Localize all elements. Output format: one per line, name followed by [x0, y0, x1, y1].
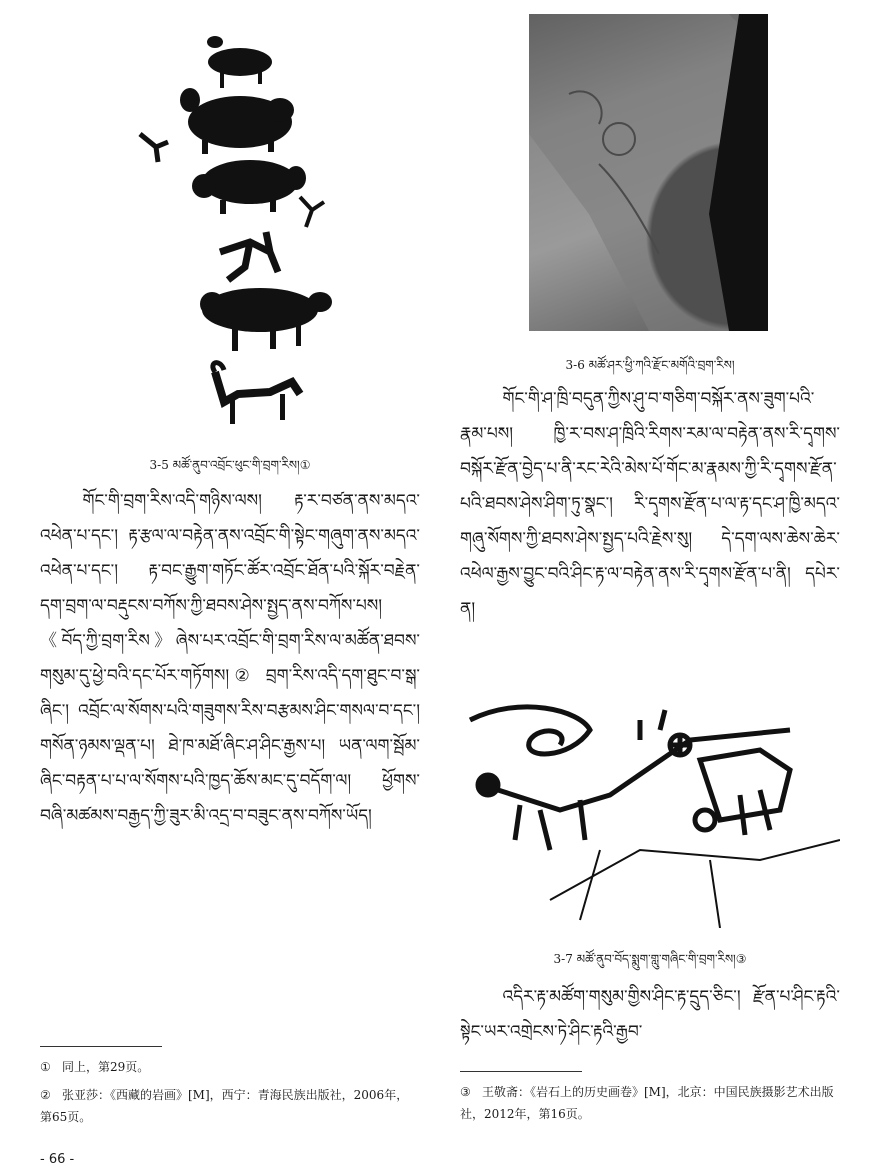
right-footnote-rule: [460, 1071, 582, 1072]
right-body-text-1: [460, 382, 840, 627]
left-paragraph: གོང་གི་བྲག་རིས་འདི་གཉིས་ལས། རྟ་ར་བཙན་ནས་མདའ་འཕེན་པ་དང་། རྟ་རྩལ་ལ་བརྟེན་ནས་འབྲོང་གི་སྟེང་གཞུག་ནས་མདའ་འཕེན་པ་དང་། རྟ་བང་རྒྱུག་གཏོང་ཚོར་འབྲོང་ཐོན་པའི་སྐོར་བརྗེན་དག་བྲག་ལ་བརྡུངས་བཀོས་ཀྱི་ཐབས་ཤེས་སྤྱད་ནས་བཀོས་པས། 《བོད་ཀྱི་བྲག་རིས》ཞེས་པར་འབྲོང་གི་བྲག་རིས་ལ་མཚོན་ཐབས་གསུམ་དུ་ཕྱེ་བའི་དང་པོར་གཏོགས།② བྲག་རིས་འདི་དག་ཐུང་བ་སྒ་ཞིང་། འབྲོང་ལ་སོགས་པའི་གཟུགས་རིས་བརྩམས་ཤིང་གསལ་བ་དང་། གསོན་ཉམས་ལྡན་པ། ཐེ་ཁ་མཐོ་ཞིང་ཤ་ཤིང་རྒྱས་པ། ཡན་ལག་སྦོམ་ཞིང་བརྟན་པ་པ་ལ་སོགས་པའི་ཁྱད་ཆོས་མང་དུ་བདོག་ལ། ཕྱོགས་བཞི་མཚམས་བརྒྱད་ཀྱི་ཟུར་མི་འདྲ་བ་བཟུང་ནས་བཀོས་ཡོད།: [40, 491, 420, 826]
petroglyph-yaks-illustration: [120, 22, 340, 442]
figure-caption-3-6: 3-6 མཚོ་ཤར་ཕྱི་ཀའི་རྫོང་མགོའི་བྲག་རིས།: [565, 358, 735, 372]
footnote-1: [40, 1056, 420, 1078]
left-footnotes: [40, 1056, 420, 1128]
left-footnote-rule: [40, 1046, 162, 1047]
chariot-petroglyph-drawing: [460, 700, 840, 928]
footnote-number: ①: [40, 1060, 51, 1074]
right-body-text-2: [460, 980, 840, 1050]
footnote-text: 张亚莎：《西藏的岩画》[M]，西宁：青海民族出版社，2006年，第65页。: [40, 1088, 409, 1124]
footnote-number: ③: [460, 1085, 471, 1099]
page-number: - 66 -: [40, 1152, 75, 1167]
figure-caption-3-7: 3-7 མཚོ་ནུབ་བོད་སྨུག་གླུ་གཞིང་གི་བྲག་རིས།③: [553, 952, 747, 966]
footnote-text: 王敬斋：《岩石上的历史画卷》[M]，北京：中国民族摄影艺术出版社，2012年，第16页。: [460, 1085, 834, 1121]
right-footnotes: [460, 1081, 840, 1125]
right-paragraph-1: གོང་གི་ཤ་ཁྲི་བདུན་ཀྱིས་ཤུ་བ་གཅིག་བསྐོར་ནས་ཟུག་པའི་རྣམ་པས། ཁྱི་ར་བས་ཤ་ཁྲིའི་རིགས་རམ་ལ་བརྟེན་ནས་རི་དྭགས་བསྐོར་རྫོན་བྱེད་པ་ནི་རང་རེའི་མེས་པོ་གོང་མ་རྣམས་ཀྱི་རི་དྭགས་རྫོན་པའི་ཐབས་ཤེས་ཤིག་ཏུ་སྣང་། རི་དྭགས་རྫོན་པ་ལ་རྟ་དང་ཤ་ཁྱི་མདའ་གཞུ་སོགས་ཀྱི་ཐབས་ཤེས་སྤྱད་པའི་རྗེས་སུ། དེ་དག་ལས་ཆེས་ཆེར་འཕེལ་རྒྱས་བྱུང་བའི་ཤིང་རྟ་ལ་བརྟེན་ནས་རི་དྭགས་རྫོན་པ་ནི། དཔེར་ན།: [460, 389, 840, 619]
footnote-text: 同上，第29页。: [62, 1060, 150, 1074]
footnote-2: [40, 1084, 420, 1128]
rock-photograph: [529, 14, 768, 331]
rock-engraving-sketch: [529, 14, 768, 331]
footnote-3: [460, 1081, 840, 1125]
left-body-text: [40, 484, 420, 834]
figure-caption-3-5: 3-5 མཚོ་ནུབ་འབྲོང་ཕུང་གི་བྲག་རིས།①: [149, 458, 311, 472]
footnote-number: ②: [40, 1088, 51, 1102]
right-paragraph-2: འདིར་རྟ་མཚོག་གསུམ་གྱིས་ཤིང་རྟ་དྲུད་ཅིང་། རྫོན་པ་ཤིང་རྟའི་སྟེང་ཡར་འགྲེངས་ཏེ་ཤིང་རྟའི་རྒྱབ་: [460, 987, 840, 1042]
